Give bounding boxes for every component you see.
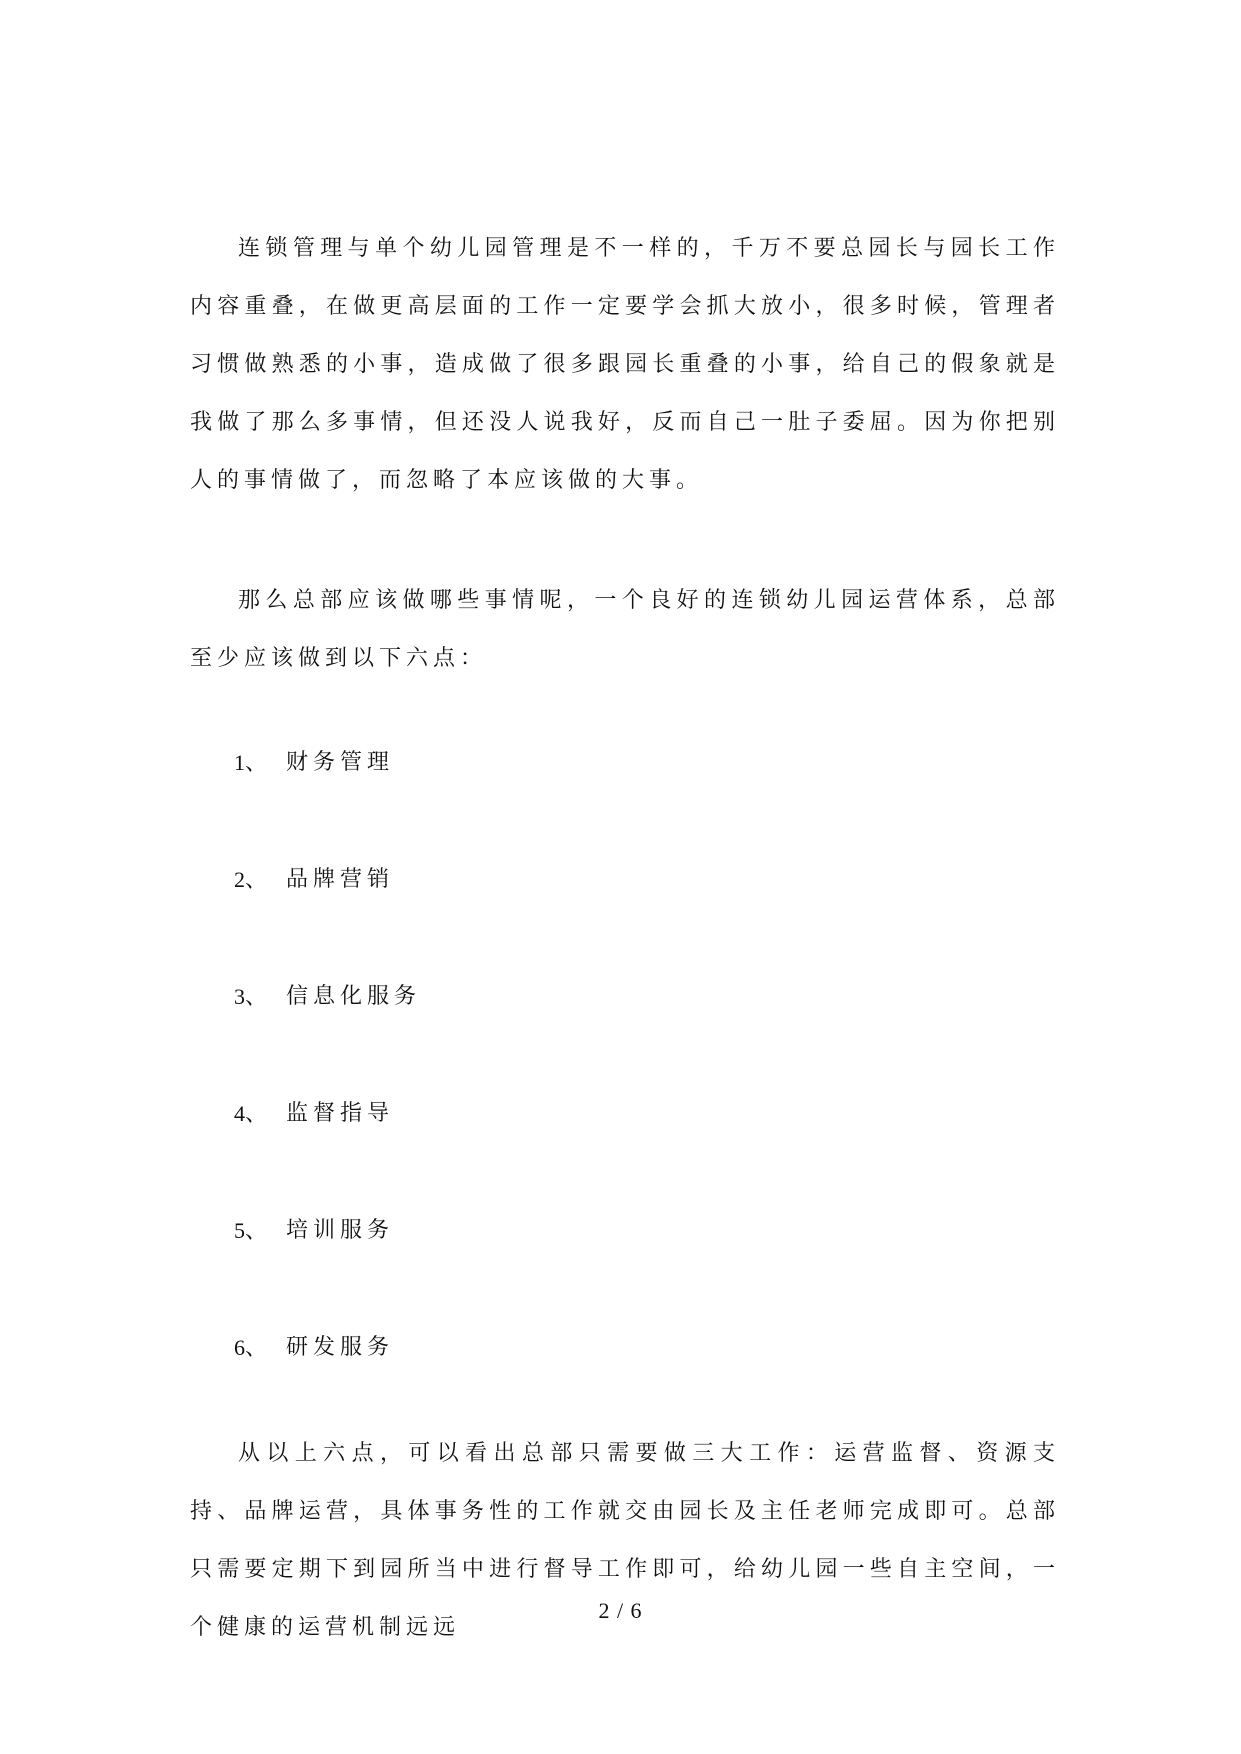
paragraph-summary: 从以上六点，可以看出总部只需要做三大工作：运营监督、资源支持、品牌运营，具体事务性的工作就交由园长及主任老师完成即可。总部只需要定期下到园所当中进行督导工作即可，给幼儿园一些自主空间，一个健康的运营机制远远 [190, 1441, 1060, 1640]
list-item-label: 财务管理 [286, 750, 395, 775]
paragraph-intro: 连锁管理与单个幼儿园管理是不一样的，千万不要总园长与园长工作内容重叠，在做更高层面的工作一定要学会抓大放小，很多时候，管理者习惯做熟悉的小事，造成做了很多跟园长重叠的小事，给自己的假象就是我做了那么多事情，但还没人说我好，反而自己一肚子委屈。因为你把别人的事情做了，而忽略了本应该做的大事。 [190, 236, 1060, 493]
list-item-label: 信息化服务 [286, 984, 422, 1009]
list-item-label: 监督指导 [286, 1101, 395, 1126]
headquarters-duties-list [190, 748, 1060, 1425]
list-item-number: 4、 [234, 1101, 268, 1126]
list-item-number: 6、 [234, 1335, 268, 1360]
document-body [190, 220, 1060, 1657]
paragraph-spacer [190, 510, 1060, 572]
list-item [190, 1099, 1060, 1216]
list-item-number: 5、 [234, 1218, 268, 1243]
list-item-number: 1、 [234, 750, 268, 775]
list-item-label: 研发服务 [286, 1335, 395, 1360]
list-item-label: 品牌营销 [286, 867, 395, 892]
list-item-number: 3、 [234, 984, 268, 1009]
list-item [190, 1333, 1060, 1425]
list-item [190, 865, 1060, 982]
list-spacer [190, 688, 1060, 748]
list-item [190, 982, 1060, 1099]
page-number: 2 / 6 [598, 1598, 643, 1623]
list-item-label: 培训服务 [286, 1218, 395, 1243]
list-item-number: 2、 [234, 867, 268, 892]
list-item [190, 748, 1060, 865]
paragraph-question: 那么总部应该做哪些事情呢，一个良好的连锁幼儿园运营体系，总部至少应该做到以下六点： [190, 588, 1060, 671]
list-item [190, 1216, 1060, 1333]
